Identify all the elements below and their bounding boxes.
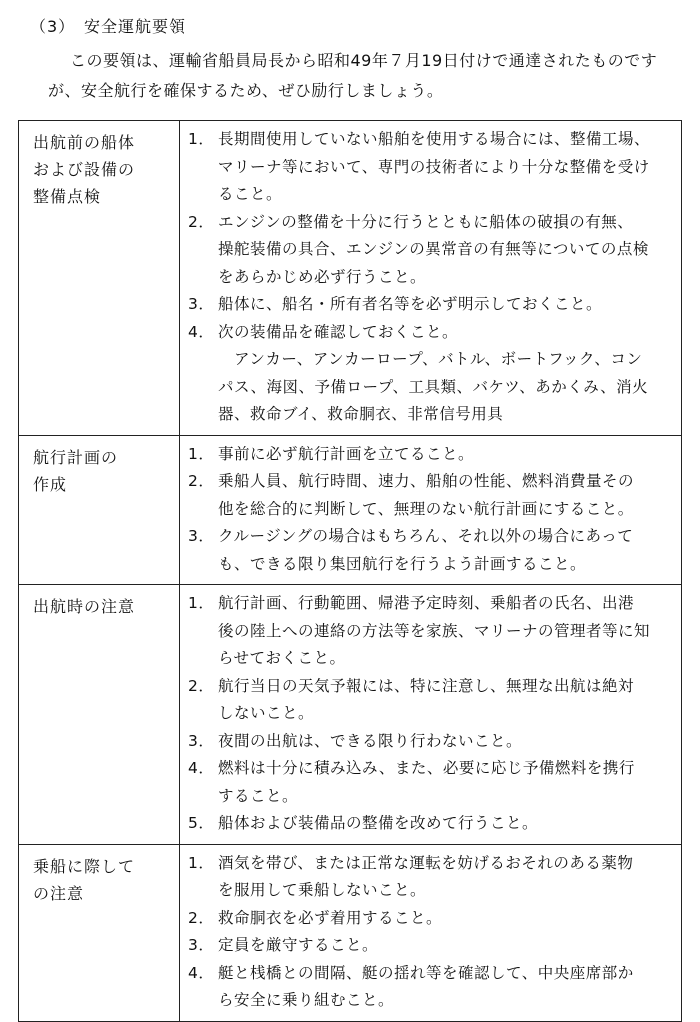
item-text-line: マリーナ等において、専門の技術者により十分な整備を受け (218, 157, 650, 176)
item-text-line: 長期間使用していない船舶を使用する場合には、整備工場、 (218, 130, 651, 148)
item-text-line: しないこと。 (218, 704, 315, 722)
table-row (19, 844, 682, 1021)
item-text-line: 燃料は十分に積み込み、また、必要に応じ予備燃料を携行 (218, 759, 635, 777)
table-row (19, 435, 682, 585)
table-row (19, 121, 682, 436)
item-number: 4． (188, 322, 215, 341)
item-number: 3． (188, 731, 215, 750)
category-label (19, 585, 180, 845)
guideline-item (188, 126, 677, 209)
item-text-line: 船体および装備品の整備を改めて行うこと。 (218, 814, 539, 832)
item-number: 5． (188, 814, 215, 832)
guideline-item (188, 728, 677, 756)
item-text (218, 673, 677, 728)
guideline-item (188, 590, 677, 673)
equipment-list (188, 346, 677, 429)
guideline-list (180, 121, 682, 436)
item-text-line: 航行計画、行動範囲、帰港予定時刻、乗船者の氏名、出港 (218, 594, 635, 612)
item-text-line: 操舵装備の具合、エンジンの異常音の有無等についての点検 (218, 240, 649, 258)
item-number: 2． (188, 212, 215, 231)
category-label-line: 作成 (33, 474, 68, 494)
item-number: 1． (188, 594, 215, 612)
item-text-line: エンジンの整備を十分に行うとともに船体の破損の有無、 (218, 212, 634, 231)
item-text-line: 艇と桟橋との間隔、艇の揺れ等を確認して、中央座席部か (218, 963, 634, 982)
guideline-item (188, 291, 677, 319)
item-number: 2． (188, 676, 215, 695)
guideline-list (180, 844, 682, 1021)
category-label-line: 出航前の船体 (33, 133, 136, 152)
item-text (218, 209, 677, 292)
guideline-item (188, 209, 677, 292)
item-number: 4． (188, 963, 215, 982)
item-text (218, 523, 677, 578)
category-label-line: 出航時の注意 (33, 597, 136, 616)
guideline-item (188, 319, 677, 347)
intro-paragraph (30, 46, 680, 106)
item-number: 3． (188, 527, 215, 545)
category-label-line: 乗船に際して (33, 856, 136, 876)
category-label-line: および設備の (33, 160, 136, 179)
item-text-line: 船体に、船名・所有者名等を必ず明示しておくこと。 (218, 295, 603, 313)
item-text-line: 他を総合的に判断して、無理のない航行計画にすること。 (218, 499, 634, 518)
item-text (218, 319, 677, 347)
category-label-line: 整備点検 (33, 187, 102, 206)
item-text-line: 酒気を帯び、または正常な運転を妨げるおそれのある薬物 (218, 853, 634, 872)
item-text (218, 810, 677, 838)
item-text (218, 590, 677, 673)
guideline-item (188, 905, 677, 933)
item-number: 3． (188, 295, 215, 313)
item-number: 1． (188, 444, 215, 463)
item-number: 1． (188, 130, 215, 148)
table-row (19, 585, 682, 845)
guideline-item (188, 468, 677, 523)
item-text (218, 441, 677, 469)
section-heading (30, 14, 186, 37)
item-text-line: を服用して乗船しないこと。 (218, 881, 427, 899)
category-label (19, 435, 180, 585)
guideline-item (188, 441, 677, 469)
category-label-line: 航行計画の (33, 447, 119, 467)
safety-guidelines-table (18, 120, 682, 1022)
item-text-line: 後の陸上への連絡の方法等を家族、マリーナの管理者等に知 (218, 621, 651, 640)
category-label-line: の注意 (33, 883, 85, 903)
category-label (19, 121, 180, 436)
section-number: （3） (30, 17, 76, 36)
item-text-line: ら安全に乗り組むこと。 (218, 991, 395, 1009)
guideline-item (188, 523, 677, 578)
guideline-list (180, 435, 682, 585)
equipment-line: アンカー、アンカーロープ、バトル、ボートフック、コン (234, 350, 643, 368)
item-text (218, 905, 677, 933)
intro-line: が、安全航行を確保するため、ぜひ励行しましょう。 (48, 81, 444, 100)
category-label (19, 844, 180, 1021)
item-text-line: すること。 (218, 786, 299, 805)
item-text-line: クルージングの場合はもちろん、それ以外の場合にあって (218, 527, 634, 545)
guideline-item (188, 755, 677, 810)
item-number: 2． (188, 472, 215, 490)
item-text-line: 事前に必ず航行計画を立てること。 (218, 444, 475, 463)
equipment-line: 器、救命ブイ、救命胴衣、非常信号用具 (218, 405, 504, 423)
equipment-line: パス、海図、予備ロープ、工具類、バケツ、あかくみ、消火 (218, 377, 649, 396)
guideline-item (188, 960, 677, 1015)
item-text (218, 728, 677, 756)
item-text-line: 定員を厳守すること。 (218, 936, 379, 954)
guideline-list (180, 585, 682, 845)
section-title: 安全運航要領 (84, 17, 187, 36)
item-number: 1． (188, 853, 215, 872)
item-text-line: 次の装備品を確認しておくこと。 (218, 322, 459, 341)
item-text (218, 850, 677, 905)
item-text-line: ること。 (218, 185, 283, 203)
item-text-line: らせておくこと。 (218, 649, 346, 667)
item-text-line: 乗船人員、航行時間、速力、船舶の性能、燃料消費量その (218, 472, 635, 490)
item-number: 3． (188, 936, 215, 954)
item-number: 4． (188, 759, 215, 777)
item-text-line: 救命胴衣を必ず着用すること。 (218, 908, 443, 927)
guideline-item (188, 673, 677, 728)
item-text-line: 航行当日の天気予報には、特に注意し、無理な出航は絶対 (218, 676, 635, 695)
item-text (218, 755, 677, 810)
item-text-line: 夜間の出航は、できる限り行わないこと。 (218, 731, 523, 750)
guideline-item (188, 850, 677, 905)
intro-line: この要領は、運輸省船員局長から昭和49年７月19日付けで通達されたものです (70, 51, 658, 70)
item-number: 2． (188, 908, 215, 927)
item-text-line: も、できる限り集団航行を行うよう計画すること。 (218, 554, 587, 573)
item-text-line: をあらかじめ必ず行うこと。 (218, 267, 427, 286)
guideline-item (188, 810, 677, 838)
guideline-item (188, 932, 677, 960)
item-text (218, 932, 677, 960)
item-text (218, 960, 677, 1015)
item-text (218, 126, 677, 209)
item-text (218, 468, 677, 523)
item-text (218, 291, 677, 319)
